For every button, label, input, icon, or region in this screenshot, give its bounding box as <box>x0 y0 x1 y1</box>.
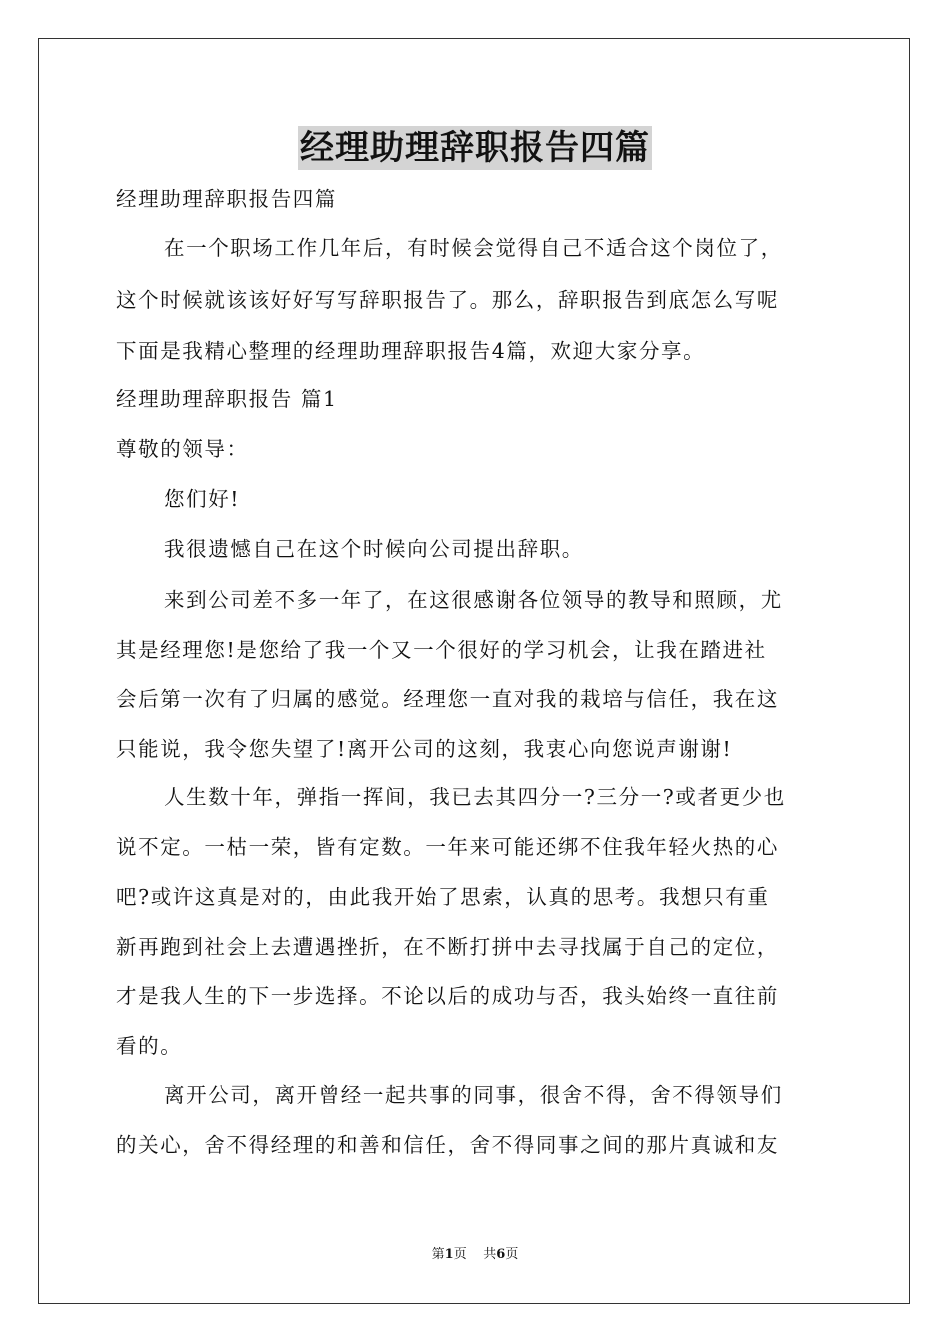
page-suffix: 页 <box>453 1247 467 1262</box>
paragraph-line: 这个时候就该该好好写写辞职报告了。那么，辞职报告到底怎么写呢 <box>116 288 779 312</box>
total-page-number: 6 <box>496 1247 506 1262</box>
paragraph-line: 才是我人生的下一步选择。不论以后的成功与否，我头始终一直往前 <box>116 984 779 1008</box>
paragraph-line: 吧?或许这真是对的，由此我开始了思索，认真的思考。我想只有重 <box>116 885 770 909</box>
greeting: 您们好! <box>164 487 241 511</box>
paragraph-line: 来到公司差不多一年了，在这很感谢各位领导的教导和照顾，尤 <box>164 588 783 612</box>
paragraph-line: 会后第一次有了归属的感觉。经理您一直对我的栽培与信任，我在这 <box>116 687 779 711</box>
paragraph-line: 新再跑到社会上去遭遇挫折，在不断打拼中去寻找属于自己的定位， <box>116 935 779 959</box>
paragraph-line: 看的。 <box>116 1034 183 1058</box>
page-prefix: 第 <box>431 1247 445 1262</box>
paragraph-line: 的关心，舍不得经理的和善和信任，舍不得同事之间的那片真诚和友 <box>116 1133 779 1157</box>
salutation: 尊敬的领导： <box>116 437 249 461</box>
document-title: 经理助理辞职报告四篇 <box>300 128 650 168</box>
paragraph-line: 离开公司，离开曾经一起共事的同事，很舍不得，舍不得领导们 <box>164 1083 783 1107</box>
page-footer <box>0 1246 950 1264</box>
section-heading: 经理助理辞职报告 篇1 <box>116 387 338 411</box>
total-prefix: 共 <box>483 1247 497 1262</box>
paragraph-line: 说不定。一枯一荣，皆有定数。一年来可能还绑不住我年轻火热的心 <box>116 835 779 859</box>
paragraph-line: 人生数十年，弹指一挥间，我已去其四分一?三分一?或者更少也 <box>164 785 786 809</box>
total-suffix: 页 <box>505 1247 519 1262</box>
page-border <box>38 38 910 1304</box>
paragraph-line: 其是经理您!是您给了我一个又一个很好的学习机会，让我在踏进社 <box>116 638 767 662</box>
paragraph-line: 只能说，我令您失望了!离开公司的这刻，我衷心向您说声谢谢! <box>116 737 733 761</box>
subtitle-line: 经理助理辞职报告四篇 <box>116 187 337 211</box>
paragraph-line: 在一个职场工作几年后，有时候会觉得自己不适合这个岗位了， <box>164 236 783 260</box>
title-container <box>0 126 950 170</box>
paragraph-line: 下面是我精心整理的经理助理辞职报告4篇，欢迎大家分享。 <box>116 339 706 363</box>
current-page-number: 1 <box>444 1247 454 1262</box>
paragraph-line: 我很遗憾自己在这个时候向公司提出辞职。 <box>164 537 584 561</box>
